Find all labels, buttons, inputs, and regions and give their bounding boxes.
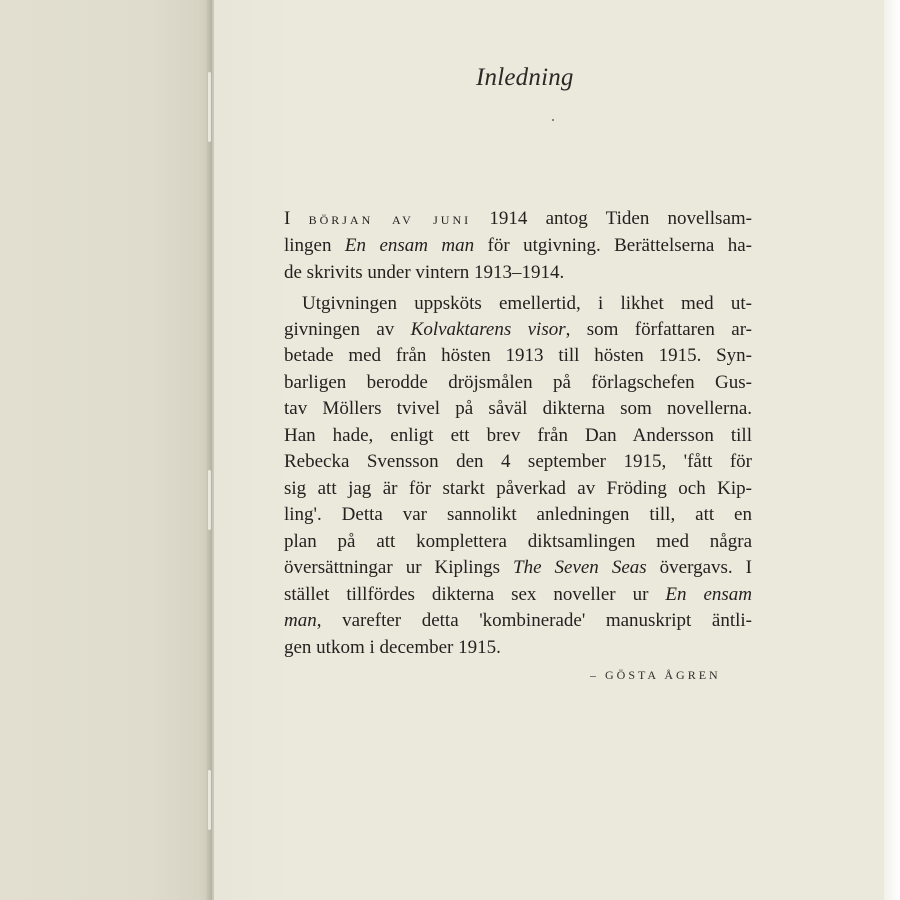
drop-word: I xyxy=(284,208,291,229)
author-signature: – GÖSTA ÅGREN xyxy=(590,668,721,682)
book-title-italic: The Seven Seas xyxy=(513,557,647,578)
paper-speck xyxy=(552,119,554,121)
text-line: man, varefter detta 'kombinerade' manuskript äntli- xyxy=(284,610,752,631)
smallcaps-opening: BÖRJAN AV JUNI xyxy=(308,213,472,227)
binding-stitch xyxy=(208,770,211,830)
background-edge xyxy=(884,0,900,900)
text-line: Rebecka Svensson den 4 september 1915, 'fått för xyxy=(284,451,752,472)
binding-stitch xyxy=(208,470,211,530)
text-line: lingen En ensam man för utgivning. Berättelserna ha- xyxy=(284,235,753,256)
text-line: tav Möllers tvivel på såväl dikterna som novellerna. xyxy=(284,398,752,419)
text-line: givningen av Kolvaktarens visor, som författaren ar- xyxy=(284,319,752,340)
book-title-italic: En ensam man xyxy=(344,235,475,256)
text-line: ling'. Detta var sannolikt anledningen till, att en xyxy=(284,504,752,525)
text-line: sig att jag är för starkt påverkad av Fröding och Kip- xyxy=(284,478,752,499)
text-line: gen utkom i december 1915. xyxy=(284,637,501,658)
book-title-italic: En ensam xyxy=(665,584,753,605)
text-line: barligen berodde dröjsmålen på förlagschefen Gus- xyxy=(284,372,752,393)
text-line: översättningar ur Kiplings The Seven Seas övergavs. I xyxy=(284,557,753,578)
left-page xyxy=(0,0,212,900)
book-title-italic: man xyxy=(284,610,317,631)
text-line: I BÖRJAN AV JUNI 1914 antog Tiden novellsam- xyxy=(284,208,752,229)
right-page xyxy=(214,0,884,900)
text-line: Han hade, enligt ett brev från Dan Andersson till xyxy=(284,425,752,446)
book-title-italic: Kolvaktarens visor xyxy=(410,319,566,340)
text-line: plan på att komplettera diktsamlingen med några xyxy=(284,531,752,552)
text-line: de skrivits under vintern 1913–1914. xyxy=(284,262,565,283)
text-line: Utgivningen uppsköts emellertid, i likhet med ut- xyxy=(302,293,752,314)
page-title: Inledning xyxy=(476,64,574,91)
text-line: betade med från hösten 1913 till hösten 1915. Syn- xyxy=(284,345,752,366)
binding-stitch xyxy=(208,72,211,142)
text-line: stället tillfördes dikterna sex noveller ur En ensam xyxy=(284,584,753,605)
